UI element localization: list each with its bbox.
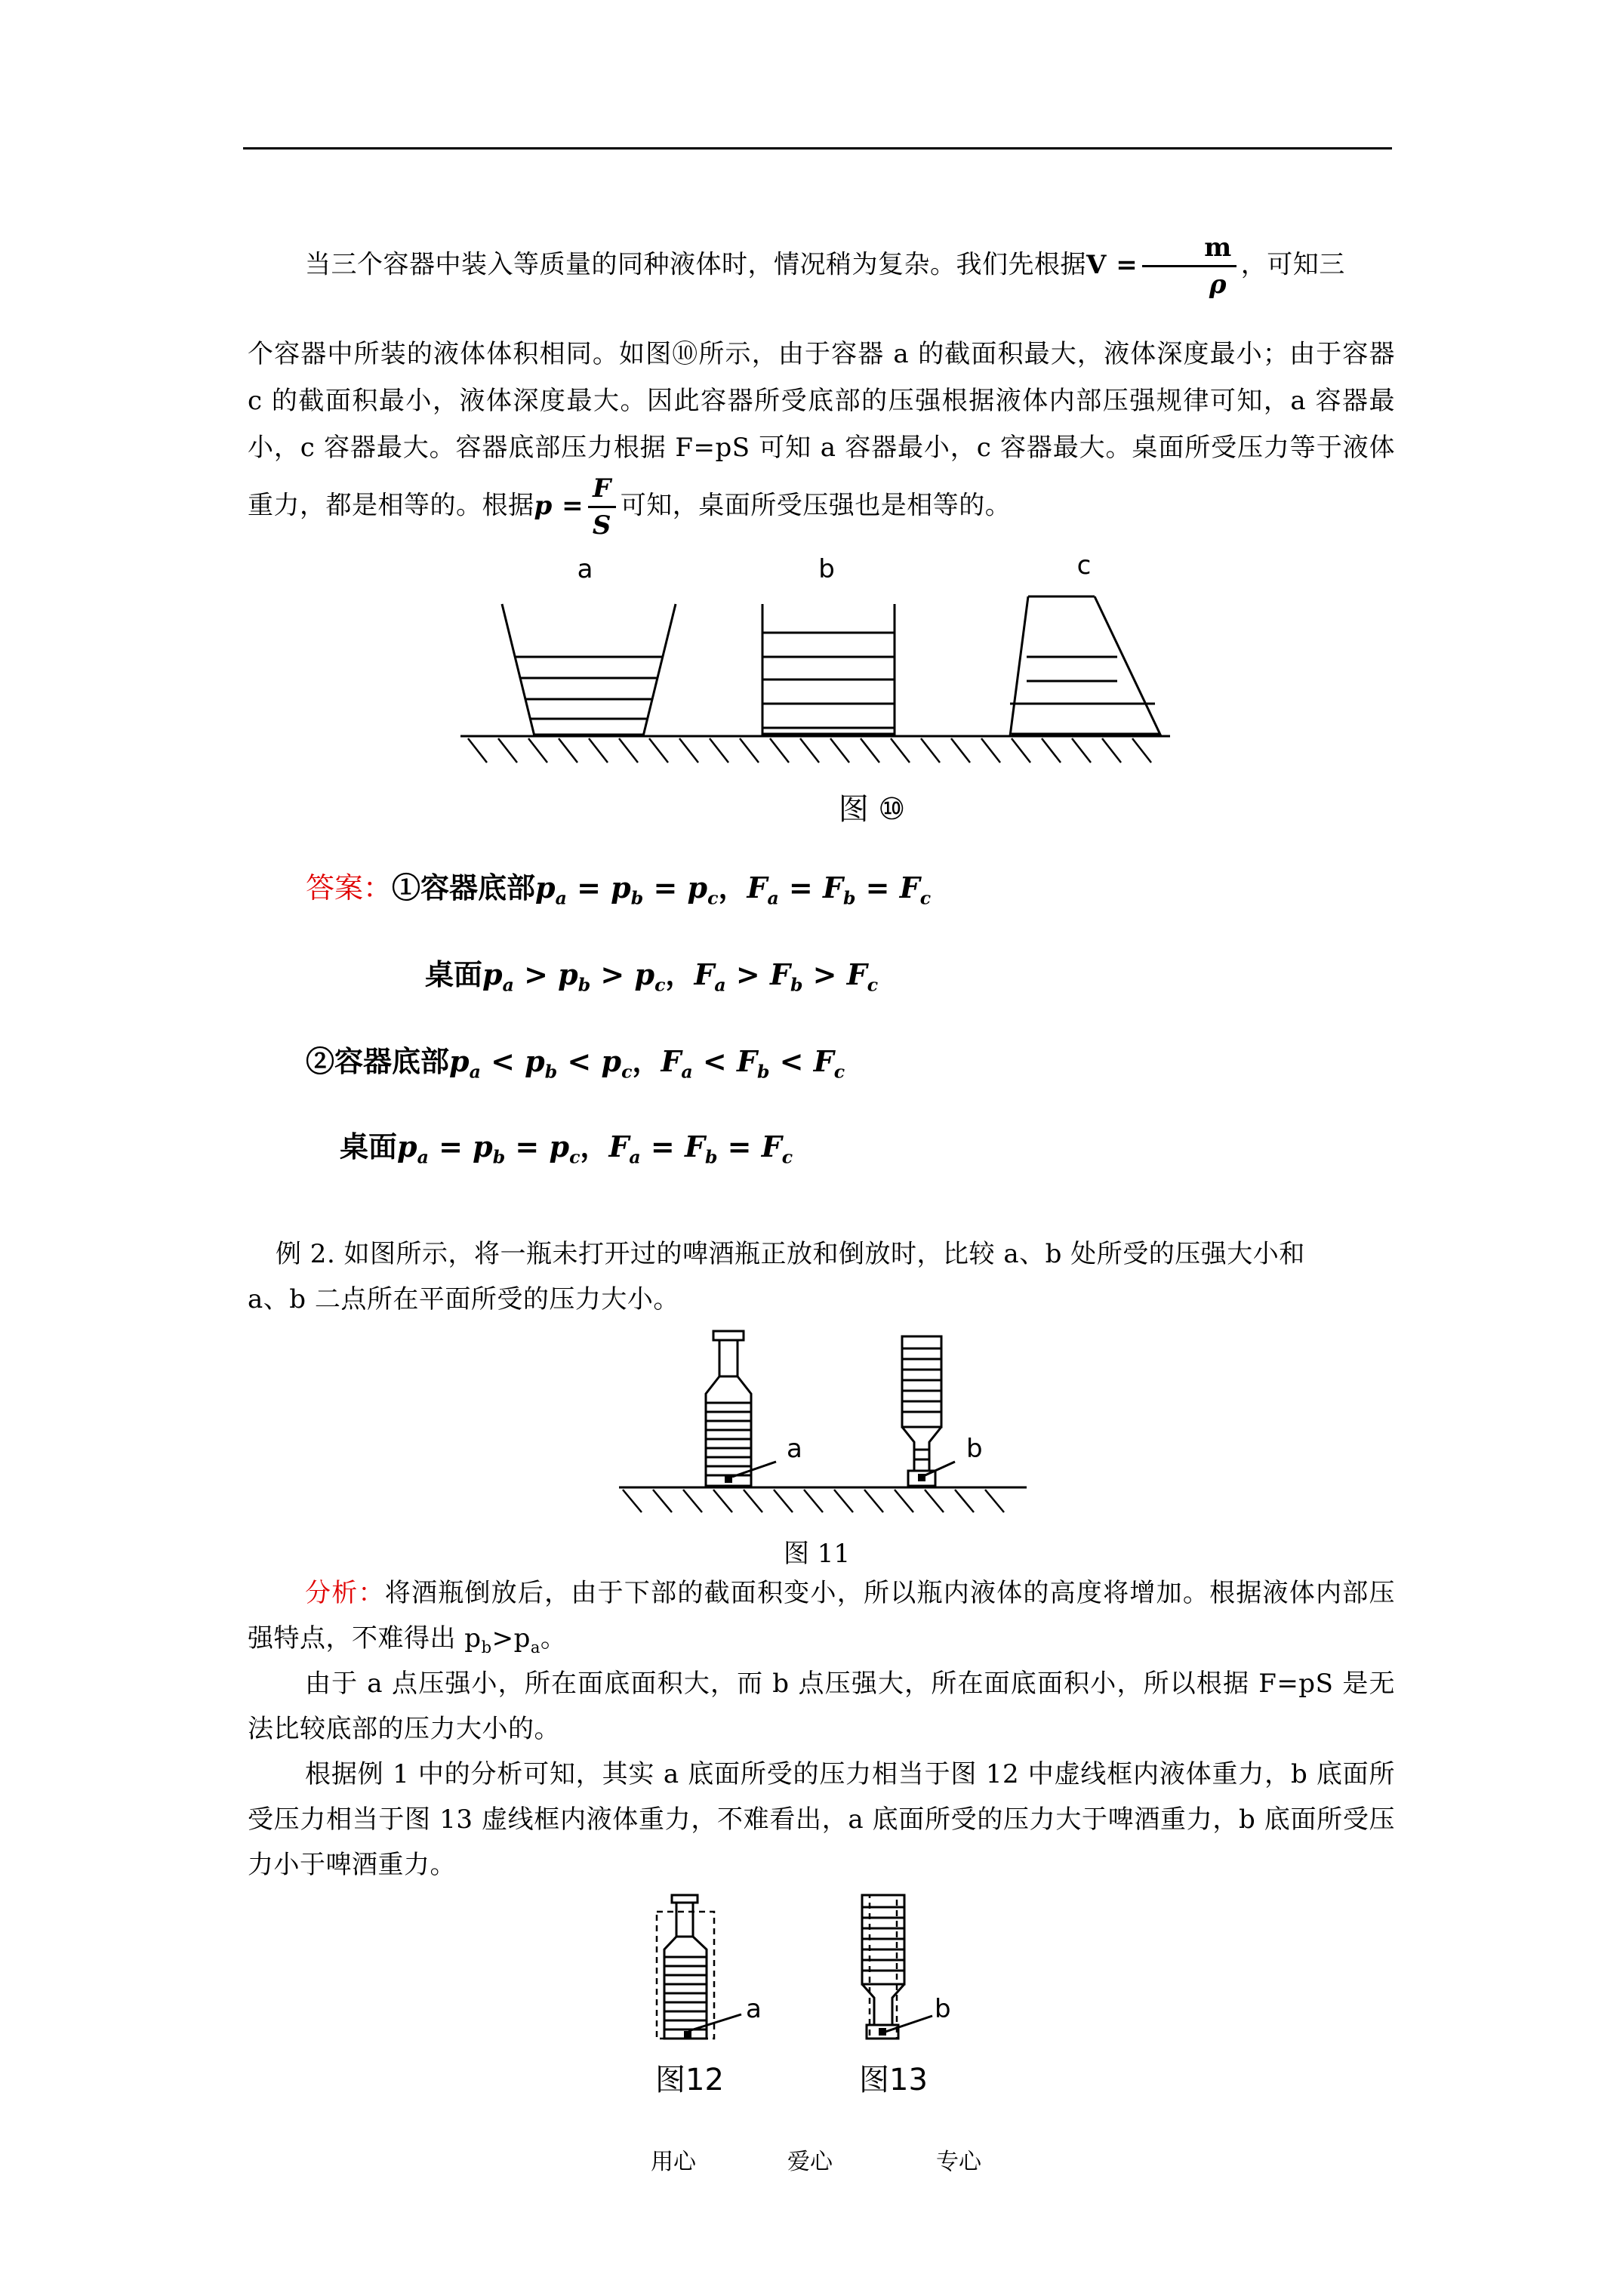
fig12-caption: 图12	[655, 2063, 724, 2097]
fig11-label-b: b	[966, 1434, 983, 1464]
header-rule	[243, 147, 1392, 149]
fig10-label-c: c	[1076, 550, 1092, 581]
paragraph-intro: 当三个容器中装入等质量的同种液体时，情况稍为复杂。我们先根据V = $\frac{m}{\rho}$ ，可知三	[248, 230, 1395, 302]
formula-volume: V = $\frac{m}{\rho}$	[1086, 250, 1241, 280]
fig13-caption: 图13	[859, 2063, 928, 2097]
footer-item-1: 用心	[651, 2149, 696, 2175]
fig13-label-b: b	[935, 1994, 951, 2024]
paragraph-explanation: 个容器中所装的液体体积相同。如图⑩所示，由于容器 a 的截面积最大，液体深度最小；由于容器 c 的截面积最小，液体深度最大。因此容器所受底部的压强根据液体内部压强规律可知，a 容器最小，c 容器最大。容器底部压力根据 F=pS 可知 a 容器最小，c 容器最大。桌面所受压力等于液体重力，都是相等的。根据p = $\frac{F}{S}$ 可知，桌面所受压强也是相等的。	[248, 339, 1395, 541]
analysis-paragraph-2: 由于 a 点压强小，所在面底面积大，而 b 点压强大，所在面底面积小，所以根据 F=pS 是无法比较底部的压力大小的。	[248, 1669, 1395, 1744]
fig12-label-a: a	[746, 1994, 762, 2024]
example-2-line-1: 例 2. 如图所示，将一瓶未打开过的啤酒瓶正放和倒放时，比较 a、b 处所受的压强大小和	[276, 1239, 1305, 1269]
figure-10-containers	[453, 544, 1178, 831]
analysis-paragraph-1: 分析：将酒瓶倒放后，由于下部的截面积变小，所以瓶内液体的高度将增加。根据液体内部压强特点，不难得出 $p_b>p_a$。	[248, 1578, 1396, 1657]
footer-item-2: 爱心	[787, 2149, 833, 2175]
footer-item-3: 专心	[936, 2149, 981, 2175]
fig10-caption: 图 ⑩	[838, 792, 906, 827]
answer-line-4: 桌面$p_a = p_b = p_c$，$F_a = F_b = F_c$	[340, 1130, 793, 1168]
figure-12-13-bottles	[649, 1888, 989, 2106]
fig11-label-a: a	[787, 1434, 802, 1464]
analysis-paragraph-3: 根据例 1 中的分析可知，其实 a 底面所受的压力相当于图 12 中虚线框内液体重力，b 底面所受压力相当于图 13 虚线框内液体重力，不难看出，a 底面所受的压力大于啤酒重力，b 底面所受压力小于啤酒重力。	[248, 1759, 1395, 1880]
formula-pressure: p = $\frac{F}{S}$	[534, 491, 621, 521]
fig10-label-a: a	[577, 554, 593, 584]
example-2-line-2: a、b 二点所在平面所受的压力大小。	[248, 1284, 679, 1314]
answer-line-1: 答案：①容器底部$p_a = p_b = p_c$，$F_a = F_b = F_c$	[306, 871, 932, 909]
fig10-label-b: b	[818, 554, 835, 584]
figure-11-bottles	[611, 1327, 1034, 1524]
answer-line-3: ②容器底部$p_a < p_b < p_c$，$F_a < F_b < F_c$	[306, 1044, 845, 1083]
fig11-caption: 图 11	[784, 1539, 851, 1569]
answer-line-2: 桌面$p_a > p_b > p_c$，$F_a > F_b > F_c$	[425, 957, 879, 996]
